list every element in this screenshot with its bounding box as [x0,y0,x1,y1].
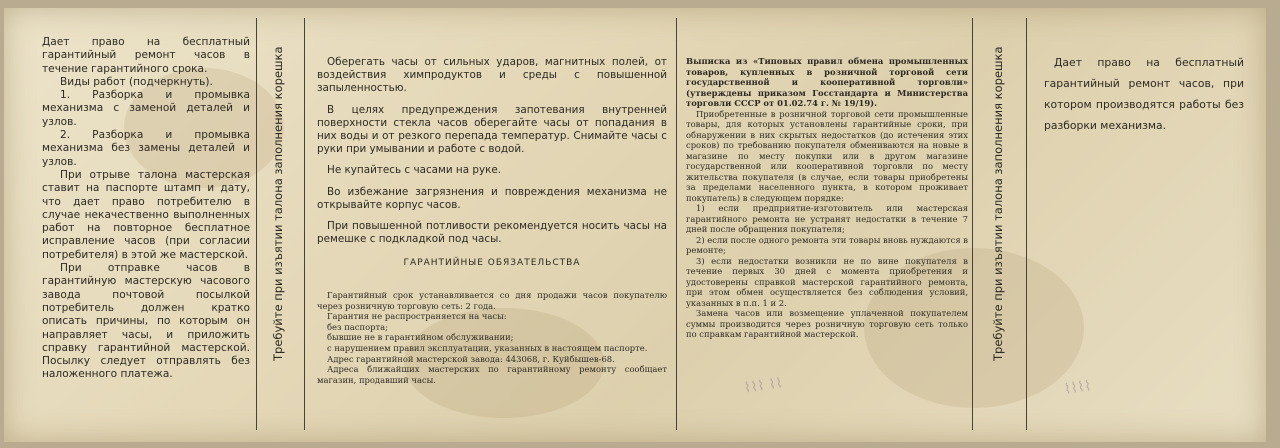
care-paragraph: При повышенной потливости рекомендуется носить часы на ремешке с подкладкой под часы. [317,220,667,246]
divider-line [1026,18,1027,430]
coupon-mail-note: При отправке часов в гарантийную мастерскую часового завода почтовой посылкой потребитель должен кратко описать причины, по которым он направляет часы, и приложить справку гарантийной мастерской. Посылку следует отправлять без наложенного платежа. [42,262,250,381]
exchange-rule: 2) если после одного ремонта эти товары вновь нуждаются в ремонте; [686,234,968,255]
warranty-term: Адрес гарантийной мастерской завода: 443068, г. Куйбышев-68. [327,353,615,364]
warranty-term: Гарантийный срок устанавливается со дня продажи часов покупателю через розничную торговую сеть: 2 года. [317,290,667,311]
coupon-right-panel [1044,18,1244,430]
stub-label-right: Требуйте при изъятии талона заполнения корешка [991,46,1005,361]
care-paragraph: Оберегать часы от сильных ударов, магнитных полей, от воздействия химпродуктов и среды с повышенной запыленностью. [317,56,667,95]
divider-line [676,18,677,430]
coupon-intro: Дает право на бесплатный гарантийный ремонт часов в течение гарантийного срока. [42,36,250,75]
care-paragraph: Во избежание загрязнения и повреждения механизма не открывайте корпус часов. [317,185,667,211]
warranty-term: с нарушением правил эксплуатации, указанных в настоящем паспорте. [327,342,648,353]
coupon-right-text: Дает право на бесплатный гарантийный ремонт часов, при котором производятся работы без разборки механизма. [1044,56,1244,132]
warranty-term: Адреса ближайших мастерских по гарантийному ремонту сообщает магазин, продавший часы. [317,364,667,385]
care-paragraph: Не купайтесь с часами на руке. [327,164,502,177]
work-type-1: 1. Разборка и промывка механизма с заменой деталей и узлов. [42,89,250,128]
coupon-tear-note: При отрыве талона мастерская ставит на паспорте штамп и дату, что дает право потребителю в случае некачественно выполненных работ на повторное бесплатное исправление часов (при согласии потребителя) в этой же мастерской. [42,168,250,261]
warranty-term: бывшие не в гарантийном обслуживании; [327,332,514,343]
perforation-line [256,18,257,430]
faded-stamp: ⌇⌇⌇ ⌇⌇ [743,375,784,397]
warranty-coupon-sheet [4,8,1266,442]
warranty-term: Гарантия не распространяется на часы: [327,311,507,322]
exchange-rules-heading: Выписка из «Типовых правил обмена промышленных товаров, купленных в розничной торговой сети государственной и кооперативной торговли» (утверждены приказом Госстандарта и Министерства торговли СССР от 01.02.74 г. № 19/19). [686,56,968,108]
warranty-heading: ГАРАНТИЙНЫЕ ОБЯЗАТЕЛЬСТВА [403,258,581,268]
care-paragraph: В целях предупреждения запотевания внутренней поверхности стекла часов оберегайте часы от попадания в них воды и от резкого перепада температур. Снимайте часы с руки при умывании и работе с водой. [317,103,667,156]
exchange-rule: 3) если недостатки возникли не по вине покупателя в течение первых 30 дней с момента приобретения и удостоверены справкой мастерской гарантийного ремонта, при этом обмен осуществляется без соблюдения условий, указанных в п.п. 1 и 2. [686,255,968,308]
warranty-term: без паспорта; [327,321,388,332]
coupon-left-panel [42,18,250,430]
work-type-2: 2. Разборка и промывка механизма без замены деталей и узлов. [42,129,250,168]
perforation-line [972,18,973,430]
exchange-rule: Приобретенные в розничной торговой сети промышленные товары, для которых установлены гарантийные сроки, при обнаружении в них скрытых недостатков (до истечения этих сроков) по требованию покупателя обмениваются на новые в магазине по месту покупки или в другом магазине государственной или кооперативной торговли по месту жительства покупателя (в случае, если товары приобретены за пределами населенного пункта, в котором проживает покупатель) в следующем порядке: [686,108,968,203]
exchange-rules [686,18,968,430]
work-types-title: Виды работ (подчеркнуть). [60,75,213,88]
warranty-terms [317,290,667,430]
exchange-rule: 1) если предприятие-изготовитель или мастерская гарантийного ремонта не устранят недостатки в течение 7 дней после обращения покупателя; [686,203,968,234]
divider-line [304,18,305,430]
stub-label-left: Требуйте при изъятии талона заполнения корешка [271,46,285,361]
exchange-rule: Замена часов или возмещение уплаченной покупателем суммы производится через розничную торговую сеть только по справкам гарантийной мастерской. [686,308,968,339]
faded-stamp: ⌇⌇⌇⌇ [1063,378,1093,398]
